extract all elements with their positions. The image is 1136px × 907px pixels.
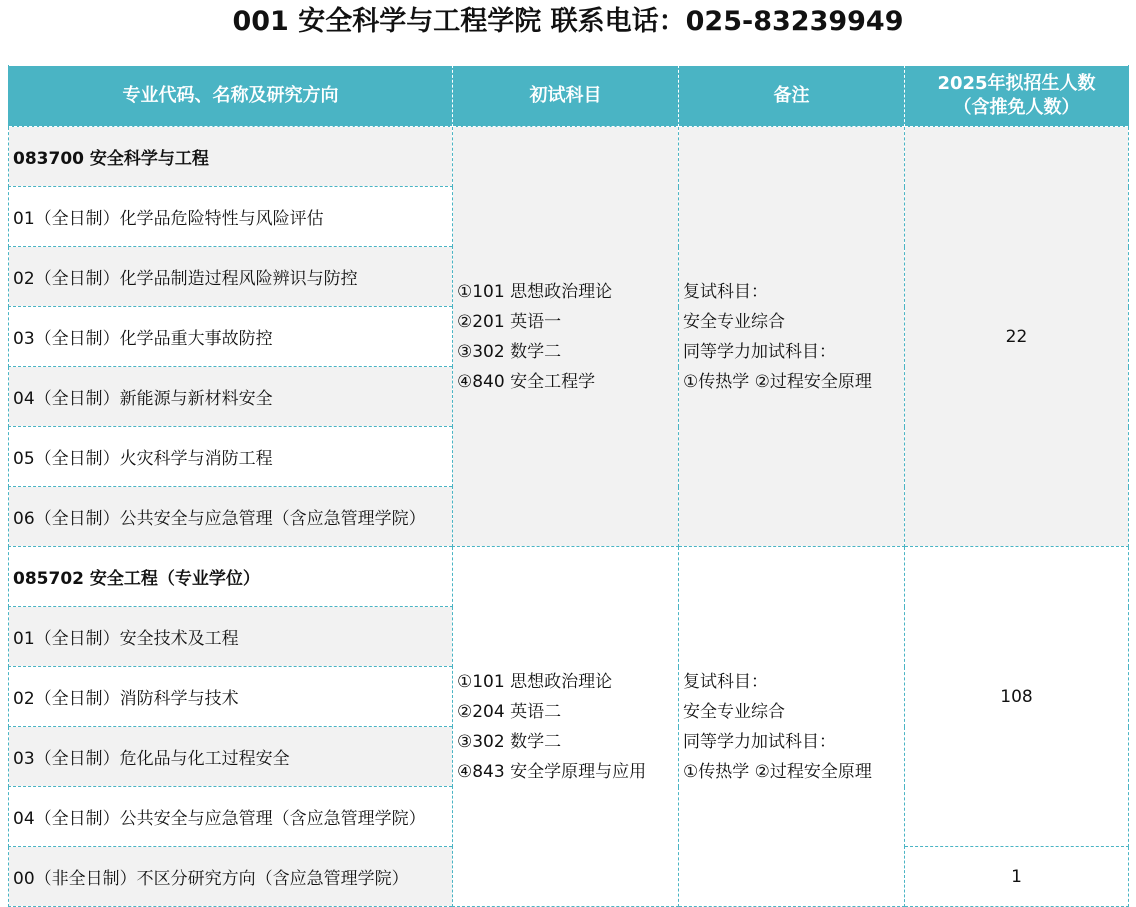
remark-line: 同等学力加试科目： xyxy=(683,341,836,362)
direction-item: 03（全日制）化学品重大事故防控 xyxy=(9,307,453,367)
remark-line: 同等学力加试科目： xyxy=(683,731,836,752)
remark-line: 安全专业综合 xyxy=(683,311,785,332)
remarks xyxy=(679,547,905,907)
header-row xyxy=(9,66,1129,127)
direction-item: 06（全日制）公共安全与应急管理（含应急管理学院） xyxy=(9,487,453,547)
exam-item: ③302 数学二 xyxy=(457,731,562,752)
direction-item: 00（非全日制）不区分研究方向（含应急管理学院） xyxy=(9,847,453,907)
admission-table xyxy=(8,65,1129,907)
remark-line: 复试科目： xyxy=(683,671,768,692)
page-title: 001 安全科学与工程学院 联系电话：025-83239949 xyxy=(232,6,904,37)
exam-item: ②201 英语一 xyxy=(457,311,562,332)
quota-count: 22 xyxy=(905,127,1129,547)
header-quota-line1: 2025年拟招生人数 xyxy=(937,73,1096,94)
direction-item: 01（全日制）安全技术及工程 xyxy=(9,607,453,667)
exam-subjects xyxy=(453,547,679,907)
exam-item: ①101 思想政治理论 xyxy=(457,281,613,302)
exam-item: ④843 安全学原理与应用 xyxy=(457,761,647,782)
table-row xyxy=(9,547,1129,607)
direction-item: 02（全日制）化学品制造过程风险辨识与防控 xyxy=(9,247,453,307)
remark-line: ①传热学 ②过程安全原理 xyxy=(683,371,872,392)
remark-line: ①传热学 ②过程安全原理 xyxy=(683,761,872,782)
header-quota-line2: （含推免人数） xyxy=(953,97,1080,118)
header-quota xyxy=(905,66,1129,127)
direction-item: 05（全日制）火灾科学与消防工程 xyxy=(9,427,453,487)
exam-subjects xyxy=(453,127,679,547)
major-title: 085702 安全工程（专业学位） xyxy=(9,547,453,607)
exam-item: ②204 英语二 xyxy=(457,701,562,722)
direction-item: 04（全日制）公共安全与应急管理（含应急管理学院） xyxy=(9,787,453,847)
direction-item: 04（全日制）新能源与新材料安全 xyxy=(9,367,453,427)
remark-line: 安全专业综合 xyxy=(683,701,785,722)
header-notes: 备注 xyxy=(679,66,905,127)
exam-item: ④840 安全工程学 xyxy=(457,371,596,392)
major-title: 083700 安全科学与工程 xyxy=(9,127,453,187)
remark-line: 复试科目： xyxy=(683,281,768,302)
direction-item: 01（全日制）化学品危险特性与风险评估 xyxy=(9,187,453,247)
direction-item: 03（全日制）危化品与化工过程安全 xyxy=(9,727,453,787)
header-major: 专业代码、名称及研究方向 xyxy=(9,66,453,127)
header-exams: 初试科目 xyxy=(453,66,679,127)
quota-count: 108 xyxy=(905,547,1129,847)
remarks xyxy=(679,127,905,547)
direction-item: 02（全日制）消防科学与技术 xyxy=(9,667,453,727)
exam-item: ①101 思想政治理论 xyxy=(457,671,613,692)
parttime-quota-count: 1 xyxy=(905,847,1129,907)
table-row xyxy=(9,127,1129,187)
exam-item: ③302 数学二 xyxy=(457,341,562,362)
